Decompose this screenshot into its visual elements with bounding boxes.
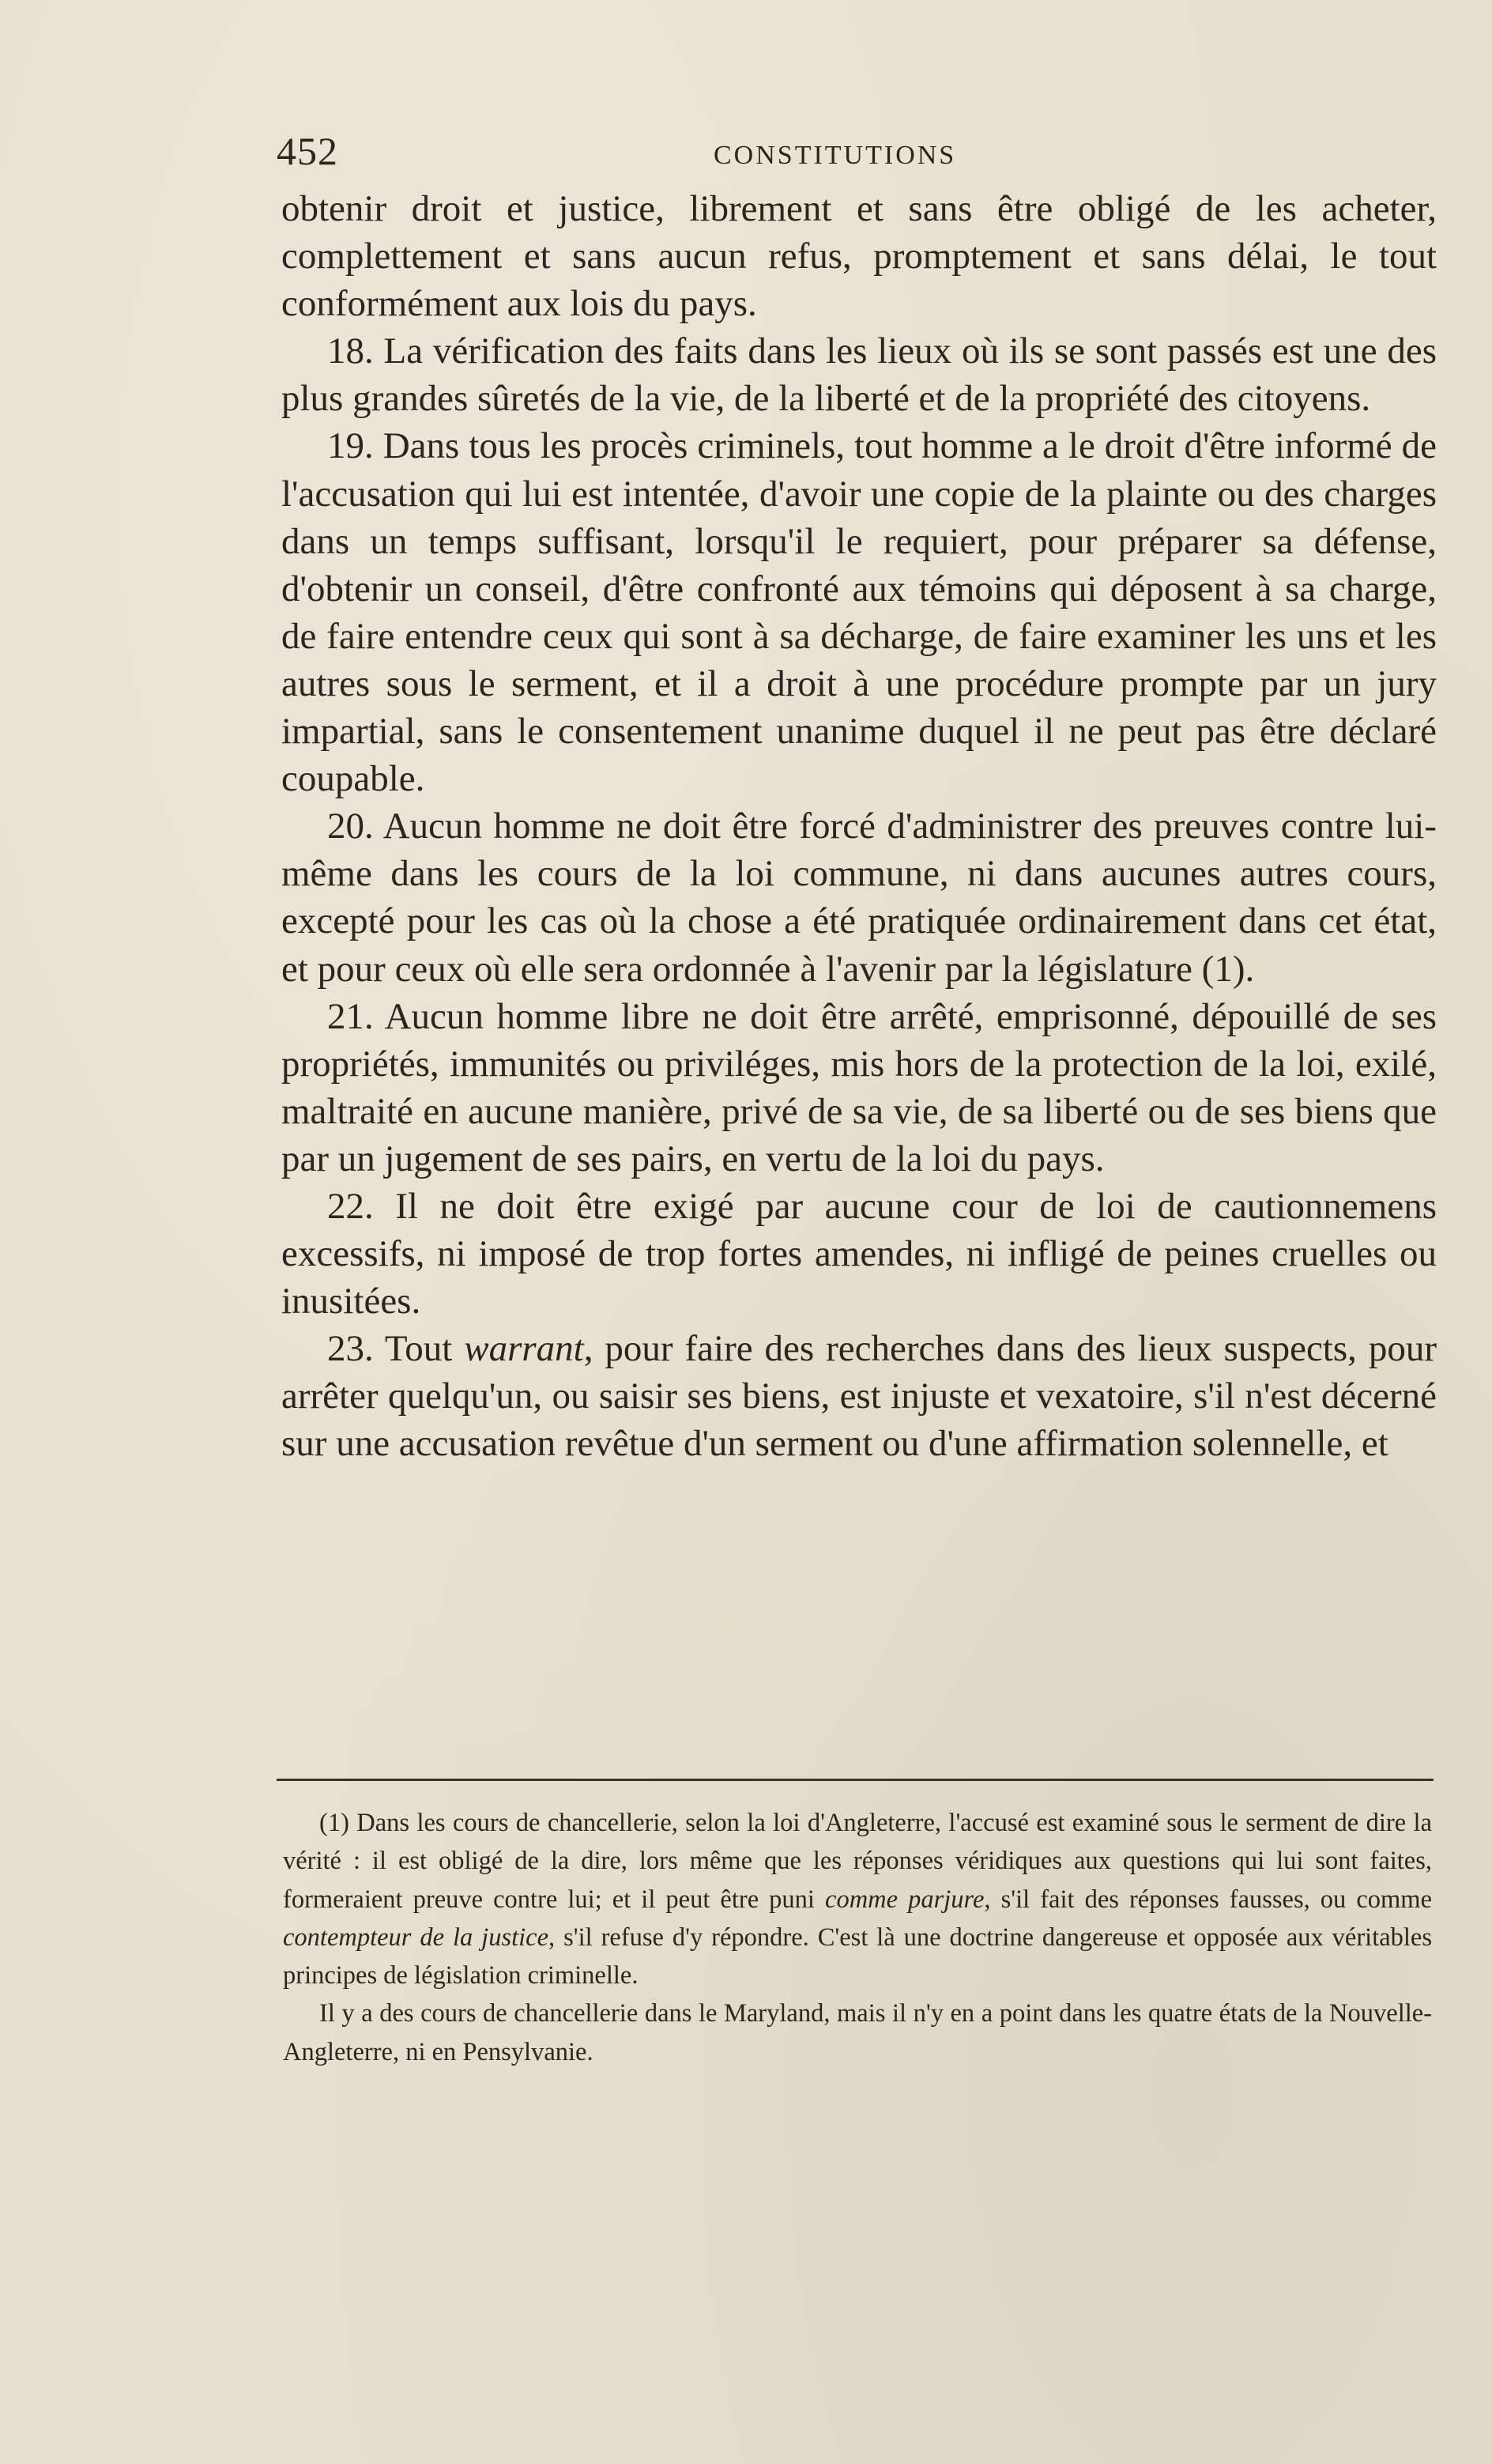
article-23 [281,1325,1437,1467]
footnote-1-italic-2: contempteur de la justice [283,1923,549,1952]
footnote-1 [283,1804,1432,1994]
running-title: CONSTITUTIONS [714,141,957,170]
footnote-1-part-a: (1) Dans les cours de chancellerie, selon la loi d'Angleterre, l'accusé est examiné sous le serment de dire la vérité : il est obligé de la dire, lors même que les réponses véridiques aux questions qui lui sont faites, formeraient preuve contre lui; et il peut être puni [283,1809,1432,1914]
article-18: 18. La vérification des faits dans les lieux où ils se sont passés est une des plus grandes sûretés de la vie, de la liberté et de la propriété des citoyens. [281,330,1437,420]
article-19: 19. Dans tous les procès criminels, tout homme a le droit d'être informé de l'accusation qui lui est intentée, d'avoir une copie de la plainte ou des charges dans un temps suffisant, lorsqu'il le requiert, pour préparer sa défense, d'obtenir un conseil, d'être confronté aux témoins qui déposent à sa charge, de faire entendre ceux qui sont à sa décharge, de faire examiner les uns et les autres sous le serment, et il a droit à une procédure prompte par un jury impartial, sans le consentement unanime duquel il ne peut pas être déclaré coupable. [281,425,1437,800]
article-22: 22. Il ne doit être exigé par aucune cour de loi de cautionnemens excessifs, ni imposé de trop fortes amendes, ni infligé de peines cruelles ou inusitées. [281,1185,1437,1323]
paragraph-continued: obtenir droit et justice, librement et sans être obligé de les acheter, complettement et sans aucun refus, promptement et sans délai, le tout conformément aux lois du pays. [281,188,1437,325]
footnote-1-italic-1: comme parjure [825,1885,985,1914]
footnote-1-part-c: , s'il refuse d'y répondre. C'est là une doctrine dangereuse et opposée aux véritables principes de législation criminelle. [283,1923,1433,1990]
article-23-italic-term: warrant [464,1328,584,1370]
page-header [275,128,1429,177]
footnote-2: Il y a des cours de chancellerie dans le Maryland, mais il n'y en a point dans les quatre états de la Nouvelle-Angleterre, ni en Pensylvanie. [283,1999,1432,2066]
footnotes [283,1804,1432,2071]
article-21: 21. Aucun homme libre ne doit être arrêté, emprisonné, dépouillé de ses propriétés, immunités ou priviléges, mis hors de la protection de la loi, exilé, maltraité en aucune manière, privé de sa vie, de sa liberté ou de ses biens que par un jugement de ses pairs, en vertu de la loi du pays. [281,995,1437,1179]
footnote-separator [277,1779,1434,1781]
article-20: 20. Aucun homme ne doit être forcé d'administrer des preuves contre lui-même dans les cours de la loi commune, ni dans aucunes autres cours, excepté pour les cas où la chose a été pratiquée ordinairement dans cet état, et pour ceux où elle sera ordonnée à l'avenir par la législature (1). [281,806,1437,990]
article-23-rest: , pour faire des recherches dans des lieux suspects, pour arrêter quelqu'un, ou saisir ses biens, est injuste et vexatoire, s'il n'est décerné sur une accusation revêtue d'un serment ou d'une affirmation solennelle, et [281,1328,1437,1465]
page-number: 452 [277,129,338,173]
footnote-1-part-b: , s'il fait des réponses fausses, ou comme [984,1885,1433,1914]
article-23-start: 23. Tout [327,1328,465,1370]
main-text [281,185,1437,1468]
